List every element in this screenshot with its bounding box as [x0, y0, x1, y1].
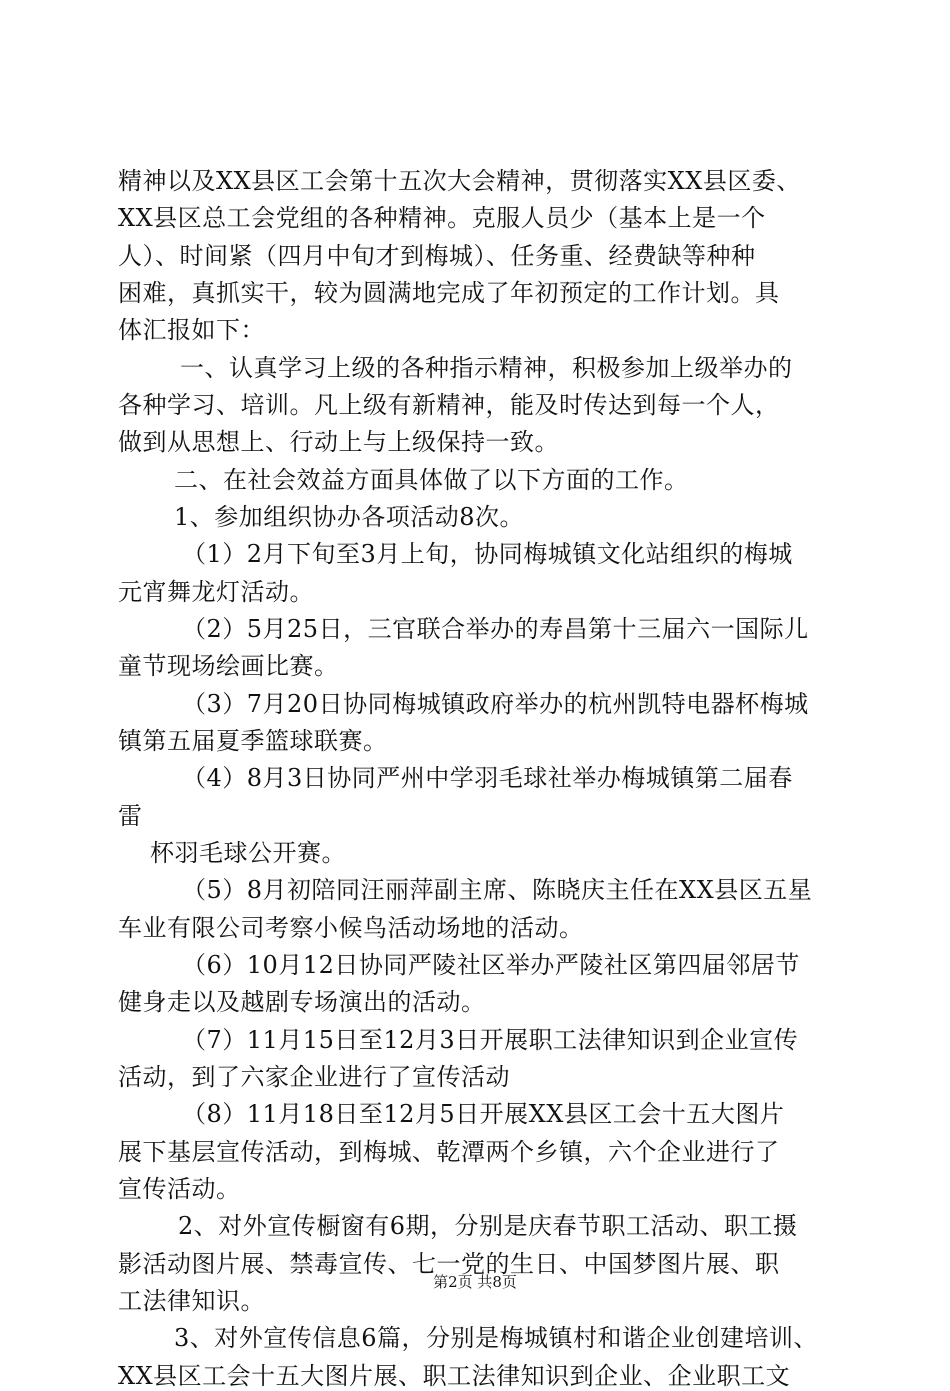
text-line: 影活动图片展、禁毒宣传、七一党的生日、中国梦图片展、职: [118, 1250, 780, 1278]
text-line: （6）10月12日协同严陵社区举办严陵社区第四届邻居节: [182, 951, 800, 979]
text-line: 3、对外宣传信息6篇，分别是梅城镇村和谐企业创建培训、: [174, 1324, 819, 1352]
text-line: 2、对外宣传橱窗有6期，分别是庆春节职工活动、职工摄: [178, 1212, 798, 1240]
text-line: 1、参加组织协办各项活动8次。: [174, 503, 525, 531]
text-line: 宣传活动。: [118, 1175, 241, 1203]
text-line: （3）7月20日协同梅城镇政府举办的杭州凯特电器杯梅城: [182, 690, 809, 718]
text-line: 二、在社会效益方面具体做了以下方面的工作。: [174, 466, 689, 494]
text-line: （2）5月25日，三官联合举办的寿昌第十三届六一国际儿: [182, 615, 809, 643]
text-line: 杯羽毛球公开赛。: [150, 839, 346, 867]
text-line: 人）、时间紧（四月中旬才到梅城）、任务重、经费缺等种种: [118, 242, 756, 270]
text-line: 镇第五届夏季篮球联赛。: [118, 727, 388, 755]
text-line: （4）8月3日协同严州中学羽毛球社举办梅城镇第二届春: [182, 764, 793, 792]
text-line: 活动，到了六家企业进行了宣传活动: [118, 1063, 510, 1091]
text-line: 体汇报如下：: [118, 316, 265, 344]
text-line: 各种学习、培训。凡上级有新精神，能及时传达到每一个人，: [118, 391, 780, 419]
text-line: 元宵舞龙灯活动。: [118, 578, 314, 606]
text-line: 工法律知识。: [118, 1287, 265, 1315]
text-line: XX县区工会十五大图片展、职工法律知识到企业、企业职工文: [118, 1362, 791, 1390]
text-line: 一、认真学习上级的各种指示精神，积极参加上级举办的: [180, 354, 793, 382]
text-line: 健身走以及越剧专场演出的活动。: [118, 988, 486, 1016]
text-line: （7）11月15日至12月3日开展职工法律知识到企业宣传: [182, 1026, 799, 1054]
text-line: 车业有限公司考察小候鸟活动场地的活动。: [118, 914, 584, 942]
text-line: （5）8月初陪同汪丽萍副主席、陈晓庆主任在XX县区五星: [182, 876, 813, 904]
text-line: 困难，真抓实干，较为圆满地完成了年初预定的工作计划。具: [118, 279, 780, 307]
text-line: 精神以及XX县区工会第十五次大会精神，贯彻落实XX县区委、: [118, 167, 801, 195]
text-line: （8）11月18日至12月5日开展XX县区工会十五大图片: [182, 1100, 785, 1128]
text-line: （1）2月下旬至3月上旬，协同梅城镇文化站组织的梅城: [182, 540, 793, 568]
text-line: XX县区总工会党组的各种精神。克服人员少（基本上是一个: [118, 204, 766, 232]
text-line: 童节现场绘画比赛。: [118, 652, 339, 680]
text-line: 展下基层宣传活动，到梅城、乾潭两个乡镇，六个企业进行了: [118, 1138, 780, 1166]
page-number-footer: 第2页 共8页: [433, 1273, 517, 1291]
text-line: 雷: [118, 802, 143, 830]
text-line: 做到从思想上、行动上与上级保持一致。: [118, 428, 559, 456]
